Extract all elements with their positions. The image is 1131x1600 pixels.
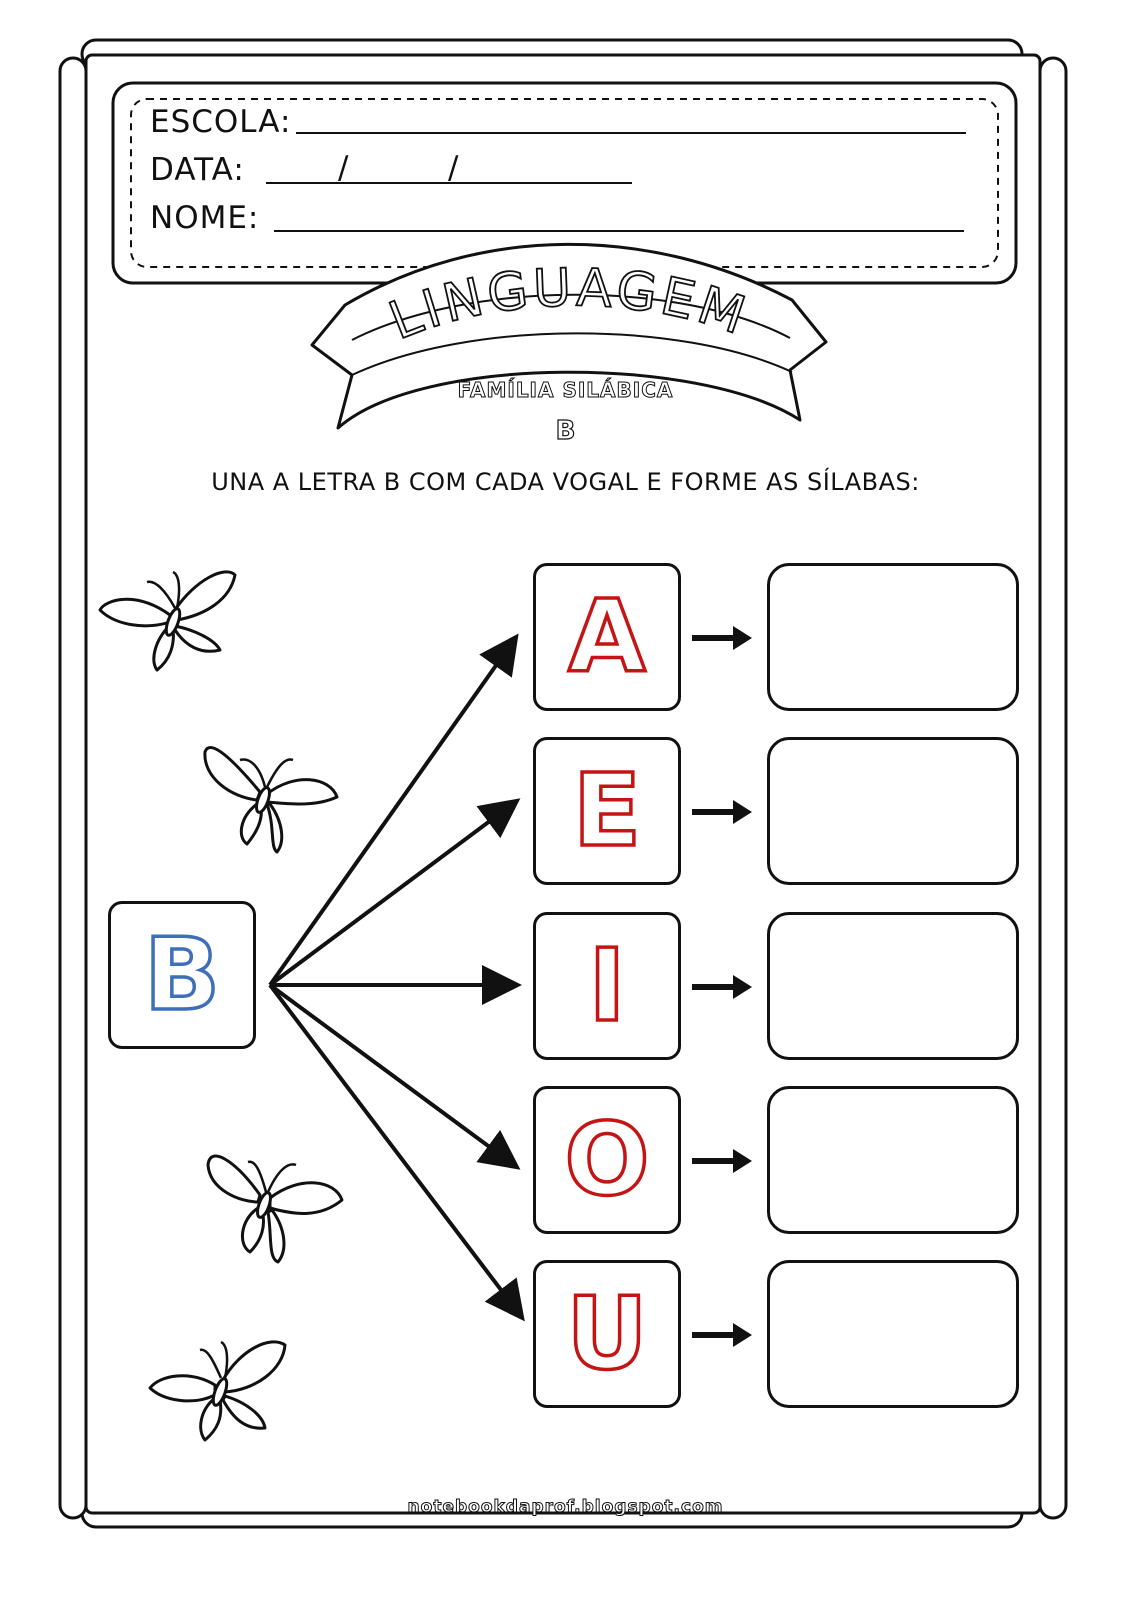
- answer-box-bi[interactable]: [767, 912, 1019, 1060]
- vowel-letter: U: [566, 1275, 648, 1392]
- data-separator-2: /: [448, 150, 460, 186]
- vowel-tile-a: [533, 563, 681, 711]
- butterfly-icon: [195, 732, 345, 857]
- banner-title: LINGUAGEM: [381, 258, 756, 352]
- answer-box-be[interactable]: [767, 737, 1019, 885]
- vowel-letter: I: [588, 927, 626, 1044]
- nome-field[interactable]: [274, 230, 964, 232]
- vowel-tile-i: [533, 912, 681, 1060]
- instruction-text: UNA A LETRA B COM CADA VOGAL E FORME AS SÍLABAS:: [211, 468, 920, 496]
- banner-letter: B: [555, 416, 576, 446]
- data-separator-1: /: [338, 150, 350, 186]
- vowel-tile-u: [533, 1260, 681, 1408]
- banner-subtitle: FAMÍLIA SILÁBICA: [457, 378, 674, 402]
- nome-label: NOME:: [150, 200, 260, 236]
- source-letter: B: [143, 916, 221, 1033]
- vowel-letter: E: [572, 752, 642, 869]
- butterfly-icon: [145, 1330, 295, 1455]
- vowel-letter: A: [568, 578, 646, 695]
- answer-box-bu[interactable]: [767, 1260, 1019, 1408]
- footer-url: notebookdaprof.blogspot.com: [407, 1497, 724, 1517]
- butterfly-icon: [95, 560, 245, 680]
- escola-field[interactable]: [296, 132, 966, 134]
- source-letter-tile: [108, 901, 256, 1049]
- banner-title-svg: [300, 250, 840, 390]
- answer-box-ba[interactable]: [767, 563, 1019, 711]
- escola-label: ESCOLA:: [150, 104, 292, 140]
- vowel-tile-e: [533, 737, 681, 885]
- vowel-letter: O: [564, 1101, 650, 1218]
- data-label: DATA:: [150, 152, 245, 188]
- vowel-tile-o: [533, 1086, 681, 1234]
- answer-box-bo[interactable]: [767, 1086, 1019, 1234]
- butterfly-icon: [200, 1140, 350, 1270]
